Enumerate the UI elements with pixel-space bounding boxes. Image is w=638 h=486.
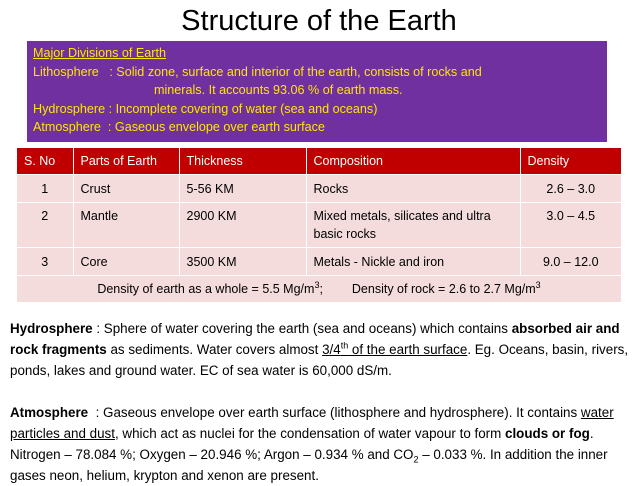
lithosphere-line: Lithosphere : Solid zone, surface and interior of the earth, consists of rocks and bbox=[33, 64, 482, 79]
hydro-text-2: as sediments. Water covers almost bbox=[106, 342, 323, 357]
earth-structure-table bbox=[17, 148, 621, 302]
description-text bbox=[10, 318, 632, 486]
density-summary bbox=[17, 276, 621, 303]
atmo-underline: water particles and dust bbox=[10, 405, 614, 441]
cell-thickness: 5-56 KM bbox=[179, 175, 306, 203]
atmosphere-line: Atmosphere : Gaseous envelope over earth surface bbox=[33, 120, 325, 135]
hydrosphere-paragraph bbox=[10, 318, 632, 381]
atmo-bold: clouds or fog bbox=[505, 426, 590, 441]
cell-density: 9.0 – 12.0 bbox=[520, 248, 621, 276]
hydro-text-3: . Eg. Oceans, basin, rivers, ponds, lakes and ground water. EC of sea water is 60,000 dS/m. bbox=[10, 342, 629, 378]
atmo-text-4: – 0.033 %. In addition the inner gases neon, helium, krypton and xenon are present. bbox=[10, 447, 608, 483]
hydro-text-1: : Sphere of water covering the earth (sea and oceans) which contains bbox=[92, 321, 512, 336]
cell-part: Core bbox=[73, 248, 179, 276]
cell-density: 3.0 – 4.5 bbox=[520, 203, 621, 248]
atmosphere-paragraph bbox=[10, 402, 632, 486]
atmosphere-term: Atmosphere bbox=[10, 405, 89, 420]
cell-no: 3 bbox=[17, 248, 73, 276]
cell-density: 2.6 – 3.0 bbox=[520, 175, 621, 203]
cell-composition: Mixed metals, silicates and ultra basic rocks bbox=[306, 203, 520, 248]
cell-no: 1 bbox=[17, 175, 73, 203]
header-thickness: Thickness bbox=[179, 148, 306, 175]
co2-subscript: 2 bbox=[413, 454, 419, 465]
rock-density-text: Density of rock = 2.6 to 2.7 Mg/m bbox=[351, 282, 536, 296]
cell-part: Crust bbox=[73, 175, 179, 203]
rock-density-exp: 3 bbox=[535, 279, 541, 290]
table-row bbox=[17, 203, 621, 248]
table-row bbox=[17, 248, 621, 276]
cell-thickness: 2900 KM bbox=[179, 203, 306, 248]
major-divisions-box bbox=[27, 41, 607, 142]
hydro-underline-rest: of the earth surface bbox=[348, 342, 468, 357]
hydrosphere-line: Hydrosphere : Incomplete covering of water (sea and oceans) bbox=[33, 101, 378, 116]
earth-density-text: Density of earth as a whole = 5.5 Mg/m bbox=[97, 282, 315, 296]
header-parts: Parts of Earth bbox=[73, 148, 179, 175]
atmo-text-2: , which act as nuclei for the condensation of water vapour to form bbox=[114, 426, 505, 441]
divisions-heading: Major Divisions of Earth bbox=[33, 46, 166, 60]
hydro-fraction-sup: th bbox=[340, 340, 349, 351]
cell-composition: Metals - Nickle and iron bbox=[306, 248, 520, 276]
lithosphere-line-continued: minerals. It accounts 93.06 % of earth mass. bbox=[154, 83, 403, 98]
header-composition: Composition bbox=[306, 148, 520, 175]
earth-density-end: ; bbox=[319, 282, 323, 296]
hydro-bold-1: absorbed air and rock fragments bbox=[10, 321, 620, 357]
hydro-underline bbox=[322, 342, 467, 357]
hydrosphere-term: Hydrosphere bbox=[10, 321, 93, 336]
cell-composition: Rocks bbox=[306, 175, 520, 203]
table-row bbox=[17, 175, 621, 203]
page-title: Structure of the Earth bbox=[181, 5, 457, 37]
earth-density-exp: 3 bbox=[314, 279, 320, 290]
header-sno: S. No bbox=[17, 148, 73, 175]
header-density: Density bbox=[520, 148, 621, 175]
atmo-text-3: . Nitrogen – 78.084 %; Oxygen – 20.946 %; Argon – 0.934 % and CO bbox=[10, 426, 594, 462]
table-summary-row bbox=[17, 276, 621, 303]
hydro-fraction: 3/4 bbox=[322, 342, 341, 357]
cell-thickness: 3500 KM bbox=[179, 248, 306, 276]
cell-no: 2 bbox=[17, 203, 73, 248]
atmo-text-1: : Gaseous envelope over earth surface (lithosphere and hydrosphere). It contains bbox=[88, 405, 581, 420]
cell-part: Mantle bbox=[73, 203, 179, 248]
table-header-row bbox=[17, 148, 621, 175]
